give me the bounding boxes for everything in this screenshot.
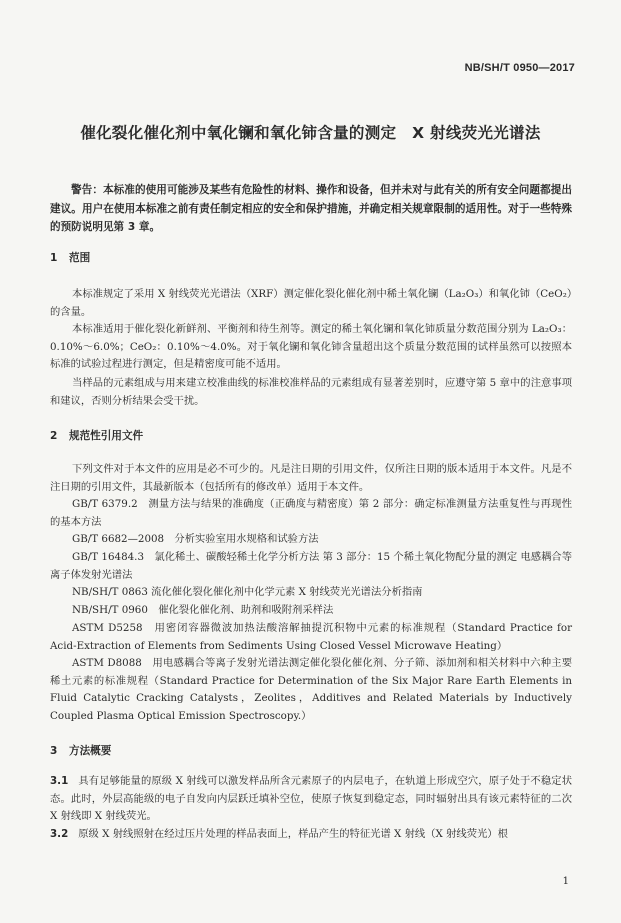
page-number: 1 [562,876,569,887]
scope-paragraph-2: 本标准适用于催化裂化新鲜剂、平衡剂和待生剂等。测定的稀土氧化镧和氧化铈质量分数范围分别为 La₂O₃：0.10%～6.0%；CeO₂：0.10%～4.0%。对于氧化镧和氧化铈含量超出这个质量分数范围的试样虽然可以按照本标准的试验过程进行测定，但是精密度可能不适用。 [50,323,572,370]
section-title: 规范性引用文件 [69,430,144,442]
reference-item: GB/T 6379.2 测量方法与结果的准确度（正确度与精密度）第 2 部分：确定标准测量方法重复性与再现性的基本方法 [50,498,572,528]
reference-item: GB/T 6682—2008 分析实验室用水规格和试验方法 [72,533,319,545]
reference-item: GB/T 16484.3 氯化稀土、碳酸轻稀土化学分析方法 第 3 部分：15 个稀土氧化物配分量的测定 电感耦合等离子体发射光谱法 [50,551,572,581]
clause-3-2 [50,826,572,844]
section-heading-method [50,743,111,758]
section-heading-references [50,428,143,443]
section-number: 1 [50,252,58,264]
section-heading-scope [50,250,90,265]
reference-item: NB/SH/T 0863 流化催化裂化催化剂中化学元素 X 射线荧光光谱法分析指南 [72,586,423,598]
section-number: 2 [50,430,58,442]
document-title: 催化裂化催化剂中氧化镧和氧化铈含量的测定 X 射线荧光光谱法 [80,124,541,142]
scope-paragraph-3: 当样品的元素组成与用来建立校准曲线的标准校准样品的元素组成有显著差别时，应遵守第 5 章中的注意事项和建议，否则分析结果会受干扰。 [50,377,572,407]
section-number: 3 [50,745,58,757]
warning-paragraph: 警告：本标准的使用可能涉及某些有危险性的材料、操作和设备，但并未对与此有关的所有安全问题都提出建议。用户在使用本标准之前有责任制定相应的安全和保护措施，并确定相关规章限制的适用性。对于一些特殊的预防说明见第 3 章。 [50,184,572,233]
clause-number: 3.2 [50,828,69,840]
references-intro: 下列文件对于本文件的应用是必不可少的。凡是注日期的引用文件，仅所注日期的版本适用于本文件。凡是不注日期的引用文件，其最新版本（包括所有的修改单）适用于本文件。 [50,463,572,493]
clause-text: 原级 X 射线照射在经过压片处理的样品表面上，样品产生的特征光谱 X 射线（X 射线荧光）根 [78,828,508,840]
clause-3-1 [50,773,572,826]
clause-text: 具有足够能量的原级 X 射线可以激发样品所含元素原子的内层电子，在轨道上形成空穴，原子处于不稳定状态。此时，外层高能级的电子自发向内层跃迁填补空位，使原子恢复到稳定态，同时辐射出具有该元素特征的二次 X 射线即 X 射线荧光。 [50,775,572,822]
section-title: 方法概要 [69,745,112,757]
reference-item: ASTM D8088 用电感耦合等离子发射光谱法测定催化裂化催化剂、分子筛、添加剂和相关材料中六种主要稀土元素的标准规程（Standard Practice for Determination of the Six Major Rare Earth Elements in Fluid Catalytic Cracking Catalysts，Zeolites，Additives and Related Materials by Inductively Coupled Plasma Optical Emission Spectroscopy.） [50,657,572,722]
section-title: 范围 [69,252,91,264]
clause-number: 3.1 [50,775,69,787]
standard-number: NB/SH/T 0950—2017 [464,62,575,74]
scope-paragraph-1: 本标准规定了采用 X 射线荧光光谱法（XRF）测定催化裂化催化剂中稀土氧化镧（La₂O₃）和氧化铈（CeO₂）的含量。 [50,288,572,318]
reference-item: ASTM D5258 用密闭容器微波加热法酸溶解抽提沉积物中元素的标准规程（Standard Practice for Acid-Extraction of Elements from Sediments Using Closed Vessel Microwave Heating） [50,622,572,652]
reference-item: NB/SH/T 0960 催化裂化催化剂、助剂和吸附剂采样法 [72,604,334,616]
